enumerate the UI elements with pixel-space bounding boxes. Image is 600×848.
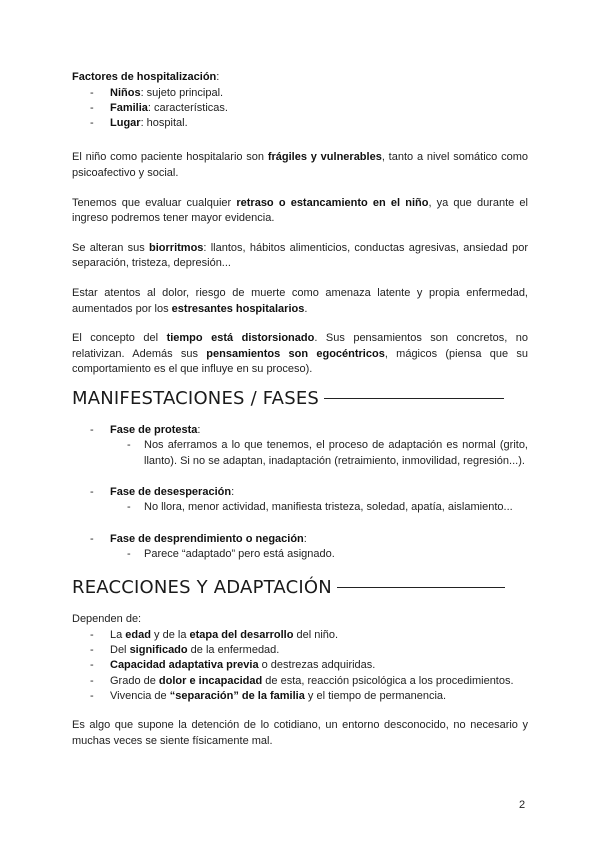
paragraph-evaluar: Tenemos que evaluar cualquier retraso o estancamiento en el niño, ya que durante el ingreso podremos tener mayor evidencia. [72,196,528,225]
section-heading-reacciones: REACCIONES Y ADAPTACIÓN [72,577,528,598]
list-item: - Del significado de la enfermedad. [72,643,528,658]
page-content [72,70,528,749]
dependen-label: Dependen de: [72,613,142,626]
list-subitem: - Nos aferramos a lo que tenemos, el proceso de adaptación es normal (grito, llanto). Si no se adaptan, inadaptación (retraimiento, inmovilidad, regresión...). [72,438,528,469]
list-item: - Fase de desesperación: [72,485,528,500]
list-subitem: - Parece “adaptado” pero está asignado. [72,547,528,562]
list-item: - La edad y de la etapa del desarrollo del niño. [72,628,528,643]
list-item: - Vivencia de “separación” de la familia y el tiempo de permanencia. [72,689,528,704]
factores-list [72,86,528,132]
paragraph-paciente: El niño como paciente hospitalario son frágiles y vulnerables, tanto a nivel somático como psicoafectivo y social. [72,151,528,180]
paragraph-biorritmos: Se alteran sus biorritmos: llantos, hábitos alimenticios, conductas agresivas, ansiedad por separación, tristeza, depresión... [72,241,529,270]
paragraph-final: Es algo que supone la detención de lo cotidiano, un entorno desconocido, no necesario y muchas veces se siente físicamente mal. [72,719,528,747]
list-item: - Lugar: hospital. [72,116,528,131]
section-heading-fases: MANIFESTACIONES / FASES [72,388,528,409]
page-number: 2 [519,799,526,811]
heading-rule [324,398,504,399]
fases-list [72,423,528,562]
list-item: - Familia: características. [72,101,528,116]
list-item: - Grado de dolor e incapacidad de esta, reacción psicológica a los procedimientos. [72,674,528,689]
list-item: - Fase de desprendimiento o negación: [72,532,528,547]
list-subitem: - No llora, menor actividad, manifiesta tristeza, soledad, apatía, aislamiento... [72,500,528,515]
paragraph-dolor: Estar atentos al dolor, riesgo de muerte como amenaza latente y propia enfermedad, aumentados por los estresantes hospitalarios. [72,287,528,315]
paragraph-tiempo: El concepto del tiempo está distorsionado. Sus pensamientos son concretos, no relativizan. Además sus pensamientos son egocéntricos, mágicos (piensa que su comportamiento es el que influye en su proceso). [72,332,528,376]
heading-rule [337,587,505,588]
factores-heading: Factores de hospitalización: [72,71,220,83]
list-item: - Fase de protesta: [72,423,528,438]
list-item: - Niños: sujeto principal. [72,86,528,101]
reacciones-list [72,628,528,704]
list-item: - Capacidad adaptativa previa o destrezas adquiridas. [72,658,528,673]
